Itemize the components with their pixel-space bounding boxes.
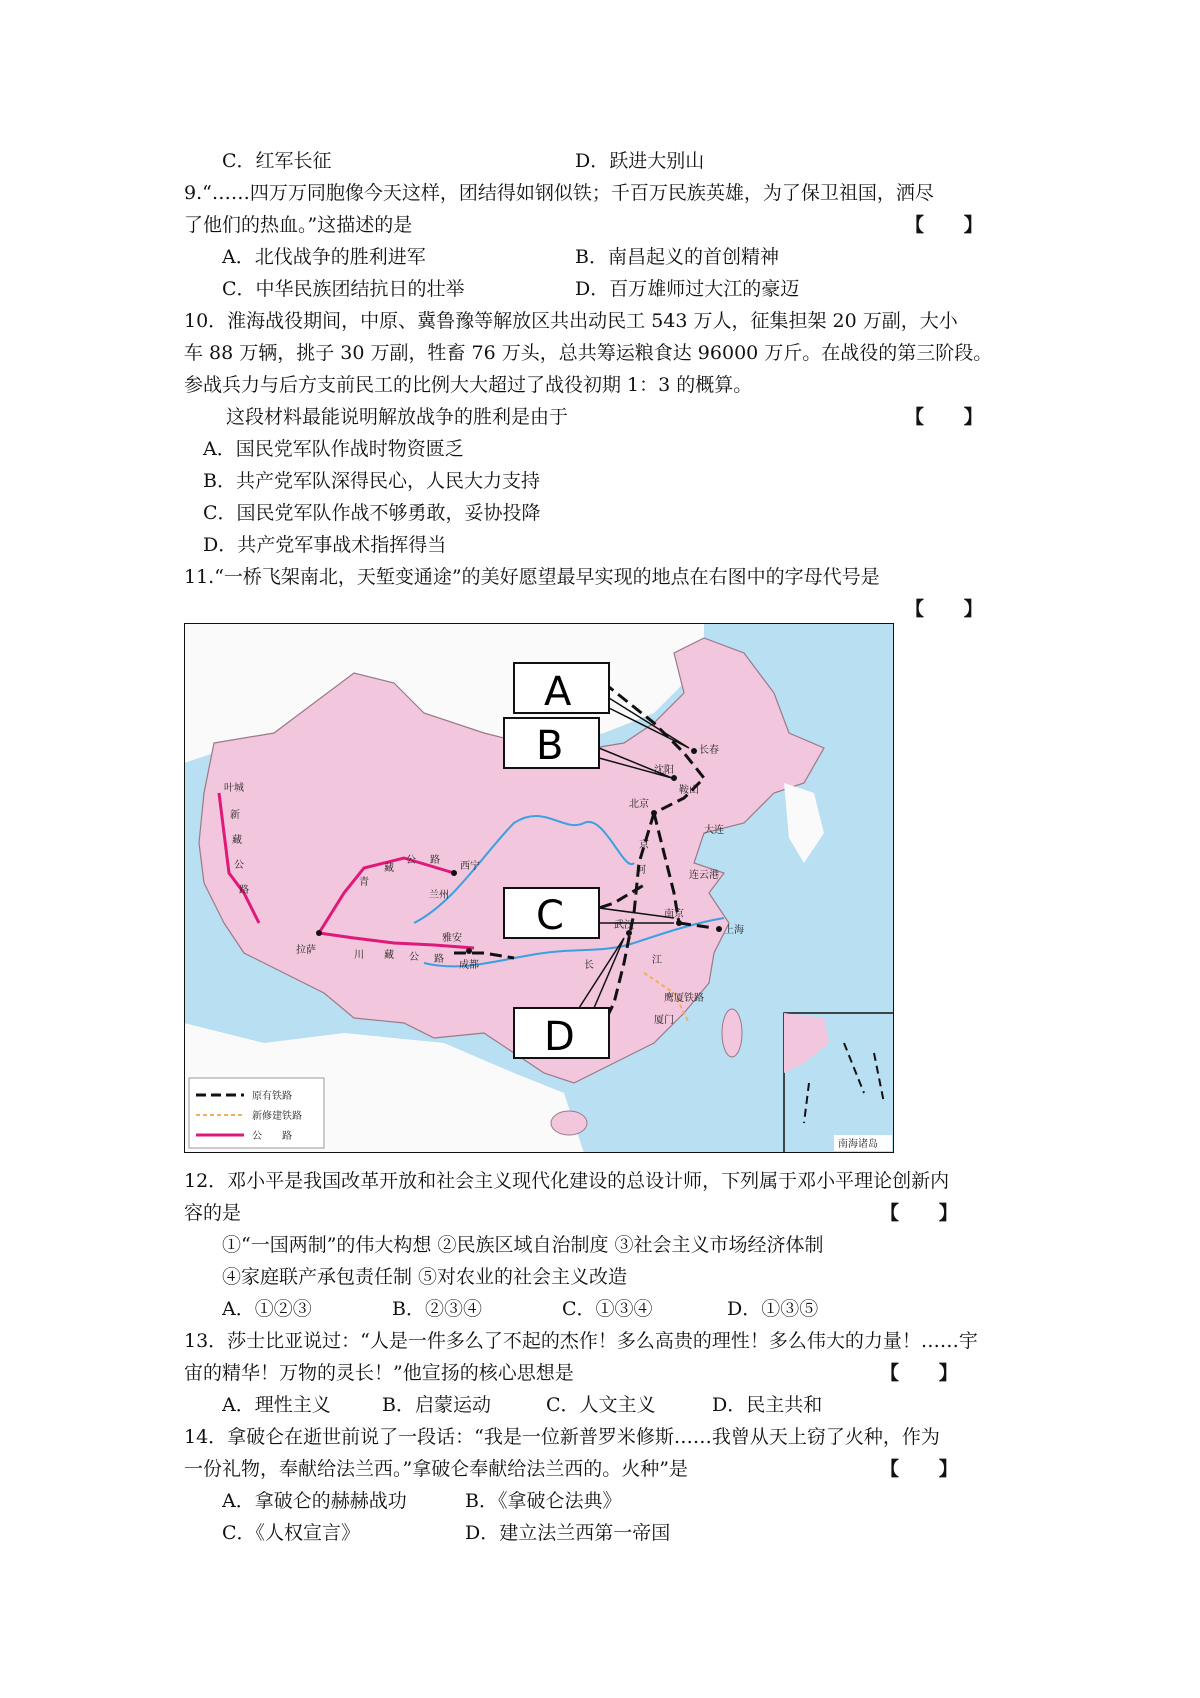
- city-label-shenyang: 沈阳: [654, 765, 674, 776]
- city-label-nanjing: 南京: [664, 909, 684, 920]
- q8-option-c: C．红军长征: [222, 150, 332, 172]
- route-label-qingzang-1: 青: [359, 877, 369, 888]
- route-label-chuanzang-4: 路: [434, 954, 444, 965]
- q14-answer-bracket[interactable]: 【 】: [880, 1458, 958, 1480]
- route-label-changjiang-1: 长: [584, 960, 594, 971]
- route-label-changjiang-2: 江: [652, 955, 662, 966]
- route-label-qingzang-2: 藏: [384, 863, 394, 874]
- q12-option-a: A．①②③: [222, 1298, 312, 1320]
- city-label-changchun: 长春: [699, 745, 719, 756]
- q9-option-d: D．百万雄师过大江的豪迈: [575, 278, 800, 300]
- route-label-xinzang-2: 藏: [232, 835, 242, 846]
- inset-caption: 南海诸岛: [838, 1139, 878, 1150]
- china-transport-map: [184, 623, 894, 1153]
- q12-option-c: C．①③④: [562, 1298, 653, 1320]
- q10-option-c: C．国民党军队作战不够勇敢，妥协投降: [203, 502, 541, 524]
- city-label-lianyungang: 连云港: [689, 870, 719, 881]
- callout-label-c: C: [536, 893, 564, 939]
- legend-label-road: 公 路: [252, 1131, 292, 1142]
- q12-option-d: D．①③⑤: [727, 1298, 819, 1320]
- callout-label-b: B: [536, 723, 564, 769]
- route-label-qingzang-3: 公: [406, 855, 416, 866]
- q9-option-a: A．北伐战争的胜利进军: [222, 246, 426, 268]
- q14-option-b: B．《拿破仑法典》: [465, 1490, 622, 1512]
- route-label-yingxia: 鹰厦铁路: [664, 993, 704, 1004]
- city-dot-shanghai: [716, 926, 722, 932]
- q10-stem-line4: 这段材料最能说明解放战争的胜利是由于: [226, 406, 569, 428]
- q13-option-a: A．理性主义: [222, 1394, 331, 1416]
- route-label-xinzang-3: 公: [234, 860, 244, 871]
- city-label-xiamen: 厦门: [654, 1015, 674, 1026]
- q12-option-b: B．②③④: [392, 1298, 482, 1320]
- q10-option-a: A．国民党军队作战时物资匮乏: [203, 438, 464, 460]
- q11-answer-bracket[interactable]: 【 】: [905, 598, 983, 620]
- route-label-chuanzang-1: 川: [354, 950, 364, 961]
- q13-option-d: D．民主共和: [712, 1394, 823, 1416]
- city-label-yaan: 雅安: [442, 933, 462, 944]
- q12-stem-line2: 容的是: [184, 1202, 242, 1224]
- city-label-anshan: 鞍山: [679, 785, 699, 796]
- legend-label-new: 新修建铁路: [252, 1111, 302, 1122]
- taiwan-island: [722, 1009, 742, 1057]
- hainan-island: [551, 1111, 587, 1135]
- q13-option-c: C．人文主义: [546, 1394, 656, 1416]
- city-dot-beijing: [651, 810, 657, 816]
- q10-stem-line1: 10．淮海战役期间，中原、冀鲁豫等解放区共出动民工 543 万人，征集担架 20 万副，大小: [184, 310, 958, 332]
- q11-stem-line1: 11.“一桥飞架南北，天堑变通途”的美好愿望最早实现的地点在右图中的字母代号是: [184, 566, 880, 588]
- route-label-qingzang-4: 路: [430, 855, 440, 866]
- map-svg: [184, 623, 894, 1153]
- q12-items-line2: ④家庭联产承包责任制 ⑤对农业的社会主义改造: [222, 1266, 628, 1288]
- q14-option-d: D．建立法兰西第一帝国: [465, 1522, 671, 1544]
- city-label-xining: 西宁: [460, 861, 480, 872]
- q9-stem-line1: 9.“……四万万同胞像今天这样，团结得如钢似铁；千百万民族英雄，为了保卫祖国，洒尽: [184, 182, 934, 204]
- q12-answer-bracket[interactable]: 【 】: [880, 1202, 958, 1224]
- callout-label-d: D: [544, 1014, 575, 1060]
- q10-stem-line3: 参战兵力与后方支前民工的比例大大超过了战役初期 1：3 的概算。: [184, 374, 753, 396]
- q9-answer-bracket[interactable]: 【 】: [905, 214, 983, 236]
- route-label-xinzang-1: 新: [230, 810, 240, 821]
- q13-stem-line1: 13．莎士比亚说过：“人是一件多么了不起的杰作！多么高贵的理性！多么伟大的力量！……宇: [184, 1330, 978, 1352]
- q14-option-a: A．拿破仑的赫赫战功: [222, 1490, 407, 1512]
- legend-label-existing: 原有铁路: [252, 1091, 292, 1102]
- q8-option-d: D．跃进大别山: [575, 150, 705, 172]
- q13-option-b: B．启蒙运动: [382, 1394, 491, 1416]
- q12-items-line1: ①“一国两制”的伟大构想 ②民族区域自治制度 ③社会主义市场经济体制: [222, 1234, 824, 1256]
- q10-option-b: B．共产党军队深得民心，人民大力支持: [203, 470, 540, 492]
- city-label-lanzhou: 兰州: [429, 890, 449, 901]
- q9-stem-line2: 了他们的热血。”这描述的是: [184, 214, 413, 236]
- city-label-beijing: 北京: [629, 799, 649, 810]
- city-dot-nanjing: [676, 920, 682, 926]
- q14-stem-line2: 一份礼物，奉献给法兰西。”拿破仑奉献给法兰西的。火种”是: [184, 1458, 688, 1480]
- q9-option-b: B．南昌起义的首创精神: [575, 246, 779, 268]
- city-label-lhasa: 拉萨: [296, 945, 316, 956]
- route-label-chuanzang-2: 藏: [384, 950, 394, 961]
- route-label-jingguang: 京: [639, 840, 649, 851]
- city-label-dalian: 大连: [704, 825, 724, 836]
- route-label-xinzang-4: 路: [239, 885, 249, 896]
- q12-stem-line1: 12．邓小平是我国改革开放和社会主义现代化建设的总设计师，下列属于邓小平理论创新内: [184, 1170, 950, 1192]
- q9-option-c: C．中华民族团结抗日的壮举: [222, 278, 465, 300]
- city-label-chengdu: 成都: [459, 960, 479, 971]
- q10-answer-bracket[interactable]: 【 】: [905, 406, 983, 428]
- city-label-shanghai: 上海: [724, 925, 744, 936]
- q14-option-c: C．《人权宣言》: [222, 1522, 361, 1544]
- q13-stem-line2: 宙的精华！万物的灵长！”他宣扬的核心思想是: [184, 1362, 574, 1384]
- route-label-he: 河: [636, 865, 646, 876]
- city-label-wuhan: 武汉: [614, 920, 634, 931]
- q13-answer-bracket[interactable]: 【 】: [880, 1362, 958, 1384]
- city-dot-changchun: [691, 748, 697, 754]
- city-dot-xining: [451, 870, 457, 876]
- route-label-chuanzang-3: 公: [409, 952, 419, 963]
- q10-stem-line2: 车 88 万辆，挑子 30 万副，牲畜 76 万头，总共筹运粮食达 96000 万斤。在战役的第三阶段。: [184, 342, 993, 364]
- q14-stem-line1: 14．拿破仑在逝世前说了一段话：“我是一位新普罗米修斯……我曾从天上窃了火种，作为: [184, 1426, 940, 1448]
- q10-option-d: D．共产党军事战术指挥得当: [203, 534, 447, 556]
- city-dot-lhasa: [316, 930, 322, 936]
- callout-label-a: A: [544, 669, 572, 715]
- city-dot-chengdu: [466, 948, 472, 954]
- city-label-yecheng: 叶城: [224, 783, 244, 794]
